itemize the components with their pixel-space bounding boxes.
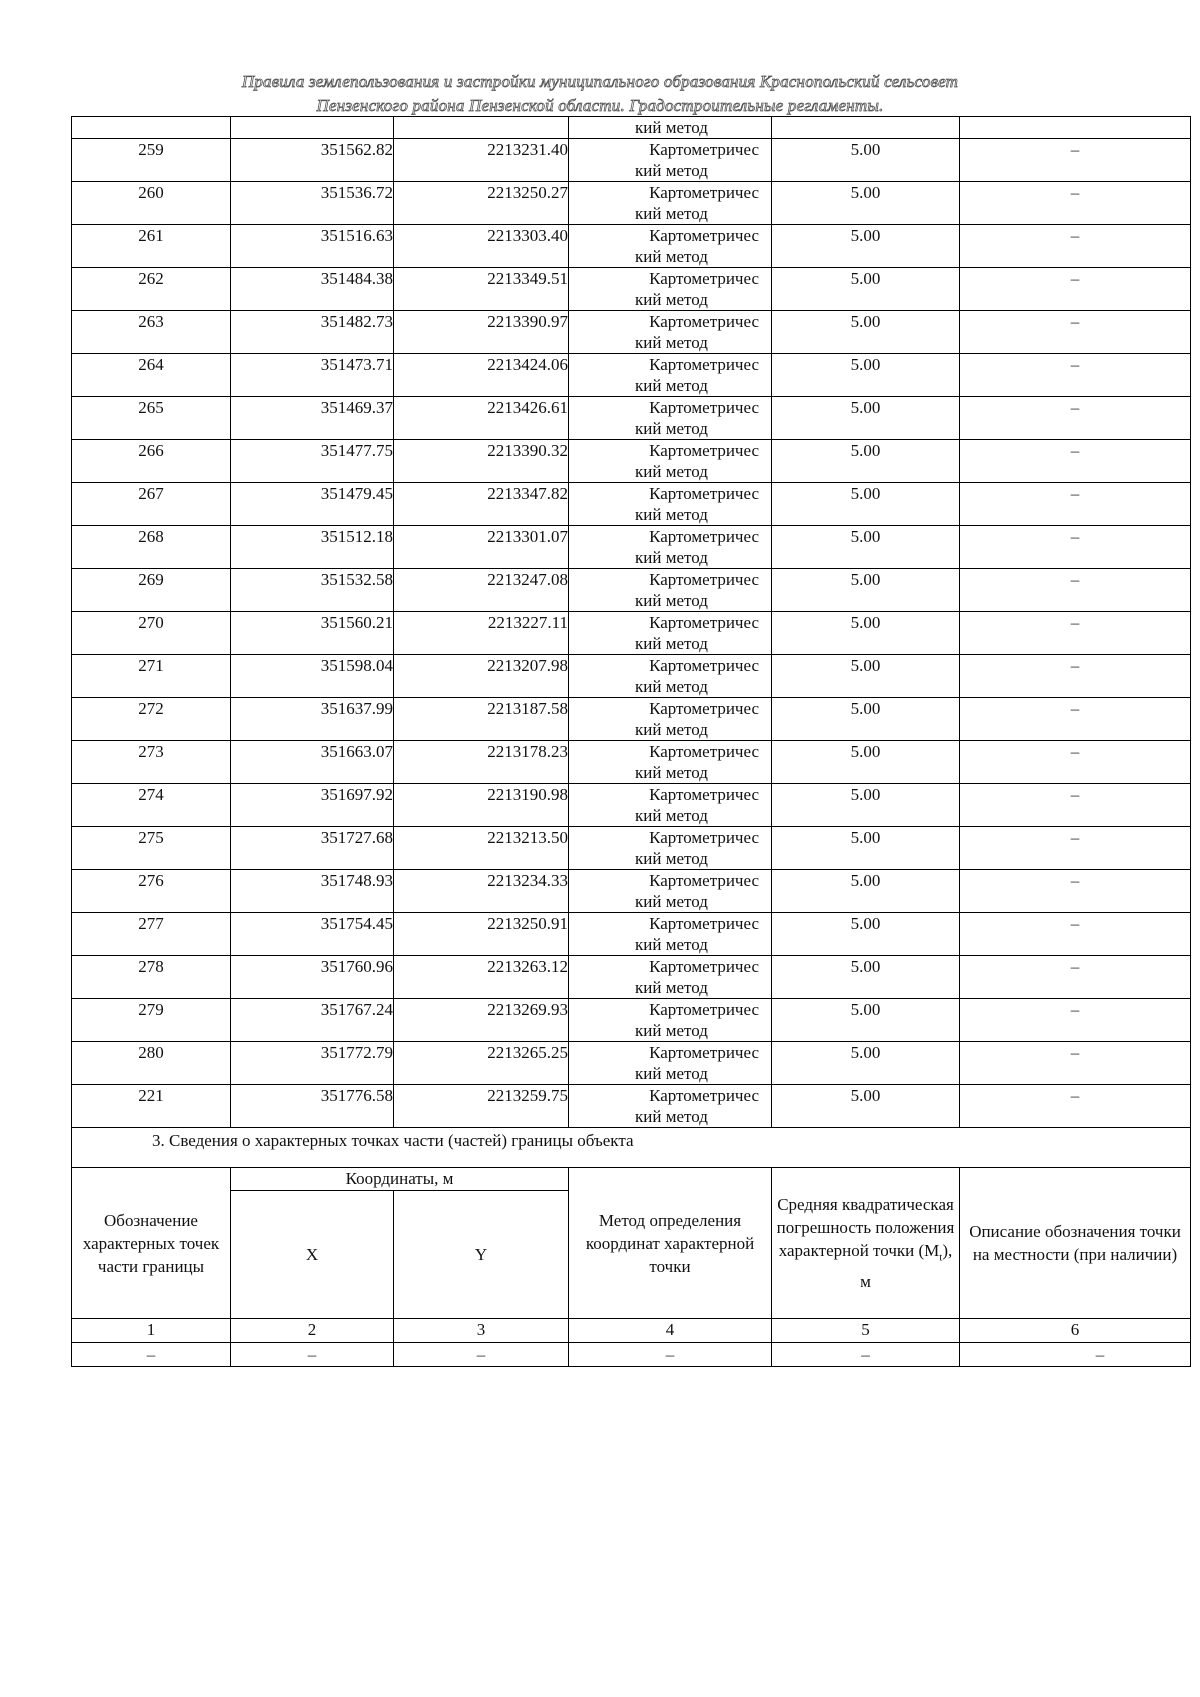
method-line-2: кий метод: [635, 1107, 708, 1126]
method-cell: [569, 1085, 772, 1128]
point-number: 265: [72, 397, 231, 440]
column-numbers-row: [72, 1319, 1191, 1343]
coord-x: 351516.63: [231, 225, 394, 268]
point-description: –: [960, 784, 1191, 827]
coordinates-table: [71, 116, 1191, 1367]
table-row: [72, 612, 1191, 655]
coord-x: 351776.58: [231, 1085, 394, 1128]
point-number: 275: [72, 827, 231, 870]
coord-y: 2213250.91: [394, 913, 569, 956]
method-cell: [569, 483, 772, 526]
coord-x: 351512.18: [231, 526, 394, 569]
empty-data-row: [72, 1343, 1191, 1367]
mean-error: 5.00: [772, 354, 960, 397]
empty-cell: –: [394, 1343, 569, 1367]
col-y-header: Y: [394, 1191, 569, 1319]
coord-x: 351637.99: [231, 698, 394, 741]
col-desc-header: Описание обозначения точки на местности (при наличии): [960, 1168, 1191, 1319]
method-line-2: кий метод: [635, 591, 708, 610]
method-line-1: Картометричес: [649, 613, 759, 632]
method-line-1: Картометричес: [649, 699, 759, 718]
section-3-row: [72, 1128, 1191, 1168]
table-row: [72, 956, 1191, 999]
table-row: [72, 354, 1191, 397]
coord-y: 2213349.51: [394, 268, 569, 311]
point-description: –: [960, 225, 1191, 268]
point-description: –: [960, 483, 1191, 526]
method-cell: [569, 655, 772, 698]
table-row: [72, 1042, 1191, 1085]
mean-error: 5.00: [772, 956, 960, 999]
coord-y: 2213207.98: [394, 655, 569, 698]
column-number: 2: [231, 1319, 394, 1343]
method-line-1: Картометричес: [649, 441, 759, 460]
coord-x: 351760.96: [231, 956, 394, 999]
mean-error: 5.00: [772, 913, 960, 956]
method-line-1: Картометричес: [649, 527, 759, 546]
mean-error: 5.00: [772, 440, 960, 483]
method-cell: [569, 182, 772, 225]
coord-x: 351767.24: [231, 999, 394, 1042]
method-cell: [569, 268, 772, 311]
method-cell: [569, 784, 772, 827]
coord-x: 351532.58: [231, 569, 394, 612]
method-line-2: кий метод: [635, 290, 708, 309]
coord-x: 351562.82: [231, 139, 394, 182]
mean-error: 5.00: [772, 655, 960, 698]
point-description: –: [960, 182, 1191, 225]
coord-y: 2213178.23: [394, 741, 569, 784]
table-row: [72, 827, 1191, 870]
coord-y: 2213424.06: [394, 354, 569, 397]
method-cell: [569, 1042, 772, 1085]
coord-x: 351663.07: [231, 741, 394, 784]
point-number: 278: [72, 956, 231, 999]
coord-x: 351536.72: [231, 182, 394, 225]
mean-error: 5.00: [772, 526, 960, 569]
mean-error: 5.00: [772, 784, 960, 827]
point-number: 273: [72, 741, 231, 784]
method-cell: [569, 612, 772, 655]
coord-y: 2213231.40: [394, 139, 569, 182]
coord-x: 351754.45: [231, 913, 394, 956]
method-cell: [569, 956, 772, 999]
column-number: 6: [960, 1319, 1191, 1343]
column-number: 4: [569, 1319, 772, 1343]
method-cell: [569, 870, 772, 913]
coord-y: 2213187.58: [394, 698, 569, 741]
table-row: [72, 139, 1191, 182]
point-description: –: [960, 1042, 1191, 1085]
section-3-header-row: [72, 1168, 1191, 1191]
method-cell: [569, 225, 772, 268]
document-header-line-2: Пензенского района Пензенской области. Градостроительные регламенты.: [316, 96, 884, 115]
method-line-1: Картометричес: [649, 1043, 759, 1062]
point-number: 261: [72, 225, 231, 268]
point-number: 262: [72, 268, 231, 311]
coord-y: 2213247.08: [394, 569, 569, 612]
mean-error: 5.00: [772, 182, 960, 225]
method-line-1: Картометричес: [649, 828, 759, 847]
mean-error: 5.00: [772, 225, 960, 268]
table-row: [72, 870, 1191, 913]
method-line-1: Картометричес: [649, 957, 759, 976]
table-row: [72, 698, 1191, 741]
table-row: [72, 999, 1191, 1042]
coord-x: 351484.38: [231, 268, 394, 311]
method-line-1: Картометричес: [649, 269, 759, 288]
section-3-title: 3. Сведения о характерных точках части (частей) границы объекта: [72, 1128, 1191, 1168]
mean-error: 5.00: [772, 1085, 960, 1128]
method-tail-text: кий метод: [635, 118, 708, 137]
point-number: 280: [72, 1042, 231, 1085]
method-cell: [569, 741, 772, 784]
point-description: –: [960, 655, 1191, 698]
method-line-2: кий метод: [635, 1064, 708, 1083]
col-x-header: X: [231, 1191, 394, 1319]
coord-y: 2213190.98: [394, 784, 569, 827]
mean-error: 5.00: [772, 741, 960, 784]
empty-cell: –: [72, 1343, 231, 1367]
coord-y: 2213263.12: [394, 956, 569, 999]
table-row: [72, 483, 1191, 526]
table-row: [72, 913, 1191, 956]
coord-x: 351772.79: [231, 1042, 394, 1085]
table-row: [72, 1085, 1191, 1128]
method-line-2: кий метод: [635, 978, 708, 997]
method-line-2: кий метод: [635, 677, 708, 696]
empty-cell: –: [231, 1343, 394, 1367]
method-line-1: Картометричес: [649, 656, 759, 675]
coord-y: 2213227.11: [394, 612, 569, 655]
method-cell: [569, 913, 772, 956]
coord-y: 2213269.93: [394, 999, 569, 1042]
method-cell: [569, 827, 772, 870]
table-row: [72, 225, 1191, 268]
method-line-1: Картометричес: [649, 1000, 759, 1019]
table-row: [72, 311, 1191, 354]
method-line-2: кий метод: [635, 634, 708, 653]
method-line-2: кий метод: [635, 548, 708, 567]
col-error-header: Средняя квадратическая погрешность положения характерной точки $(M_t)$, м: [772, 1168, 960, 1319]
method-line-2: кий метод: [635, 462, 708, 481]
method-cell: [569, 397, 772, 440]
method-line-2: кий метод: [635, 935, 708, 954]
point-description: –: [960, 612, 1191, 655]
coord-y: 2213390.32: [394, 440, 569, 483]
point-description: –: [960, 1085, 1191, 1128]
method-line-1: Картометричес: [649, 226, 759, 245]
method-cell: [569, 698, 772, 741]
method-line-1: Картометричес: [649, 1086, 759, 1105]
method-cell: [569, 440, 772, 483]
method-cell: [569, 139, 772, 182]
mean-error: 5.00: [772, 827, 960, 870]
mean-error: 5.00: [772, 139, 960, 182]
point-description: –: [960, 827, 1191, 870]
point-number: 274: [72, 784, 231, 827]
mean-error: 5.00: [772, 612, 960, 655]
method-line-1: Картометричес: [649, 871, 759, 890]
coord-x: 351479.45: [231, 483, 394, 526]
coord-x: 351598.04: [231, 655, 394, 698]
method-cell: [569, 526, 772, 569]
point-number: 271: [72, 655, 231, 698]
point-description: –: [960, 440, 1191, 483]
method-line-1: Картометричес: [649, 140, 759, 159]
coord-y: 2213390.97: [394, 311, 569, 354]
method-line-1: Картометричес: [649, 484, 759, 503]
method-cell: [569, 569, 772, 612]
mean-error: 5.00: [772, 311, 960, 354]
table-row: [72, 526, 1191, 569]
method-line-2: кий метод: [635, 247, 708, 266]
document-header-line-1: Правила землепользования и застройки муниципального образования Краснопольский сельсовет: [241, 72, 959, 91]
method-line-1: Картометричес: [649, 570, 759, 589]
method-line-1: Картометричес: [649, 785, 759, 804]
coord-x: 351697.92: [231, 784, 394, 827]
method-line-1: Картометричес: [649, 914, 759, 933]
point-number: 267: [72, 483, 231, 526]
mean-error: 5.00: [772, 397, 960, 440]
method-line-2: кий метод: [635, 720, 708, 739]
col-coords-header: Координаты, м: [231, 1168, 569, 1191]
coord-y: 2213250.27: [394, 182, 569, 225]
coord-y: 2213265.25: [394, 1042, 569, 1085]
empty-cell: –: [772, 1343, 960, 1367]
column-number: 1: [72, 1319, 231, 1343]
point-number: 269: [72, 569, 231, 612]
column-number: 5: [772, 1319, 960, 1343]
coord-x: 351482.73: [231, 311, 394, 354]
point-number: 268: [72, 526, 231, 569]
method-line-2: кий метод: [635, 849, 708, 868]
point-number: 259: [72, 139, 231, 182]
method-line-2: кий метод: [635, 204, 708, 223]
point-description: –: [960, 397, 1191, 440]
point-description: –: [960, 870, 1191, 913]
table-row: [72, 182, 1191, 225]
method-line-1: Картометричес: [649, 398, 759, 417]
coord-y: 2213426.61: [394, 397, 569, 440]
table-row: [72, 569, 1191, 612]
point-description: –: [960, 999, 1191, 1042]
point-description: –: [960, 526, 1191, 569]
empty-cell: –: [569, 1343, 772, 1367]
mean-error: 5.00: [772, 999, 960, 1042]
coord-x: 351727.68: [231, 827, 394, 870]
method-line-2: кий метод: [635, 505, 708, 524]
point-number: 279: [72, 999, 231, 1042]
coord-x: 351477.75: [231, 440, 394, 483]
point-number: 260: [72, 182, 231, 225]
method-line-2: кий метод: [635, 333, 708, 352]
point-description: –: [960, 741, 1191, 784]
point-number: 276: [72, 870, 231, 913]
mean-error: 5.00: [772, 569, 960, 612]
col-designation-header: Обозначение характерных точек части границы: [72, 1168, 231, 1319]
method-cell: [569, 311, 772, 354]
point-number: 270: [72, 612, 231, 655]
table-row: [72, 397, 1191, 440]
column-number: 3: [394, 1319, 569, 1343]
coord-y: 2213259.75: [394, 1085, 569, 1128]
method-line-1: Картометричес: [649, 355, 759, 374]
coord-y: 2213347.82: [394, 483, 569, 526]
coord-x: 351560.21: [231, 612, 394, 655]
point-description: –: [960, 698, 1191, 741]
mean-error: 5.00: [772, 483, 960, 526]
table-row: [72, 268, 1191, 311]
point-description: –: [960, 311, 1191, 354]
coord-y: 2213213.50: [394, 827, 569, 870]
point-number: 221: [72, 1085, 231, 1128]
col-method-header: Метод определения координат характерной точки: [569, 1168, 772, 1319]
empty-cell: –: [960, 1343, 1191, 1367]
table-row: [72, 440, 1191, 483]
point-description: –: [960, 354, 1191, 397]
method-line-1: Картометричес: [649, 312, 759, 331]
method-line-2: кий метод: [635, 161, 708, 180]
table-row: [72, 784, 1191, 827]
mean-error: 5.00: [772, 268, 960, 311]
table-row: [72, 741, 1191, 784]
point-description: –: [960, 268, 1191, 311]
coord-y: 2213234.33: [394, 870, 569, 913]
method-cell: [569, 354, 772, 397]
mean-error: 5.00: [772, 870, 960, 913]
table-row-continued: [72, 117, 1191, 139]
coord-x: 351469.37: [231, 397, 394, 440]
coord-x: 351748.93: [231, 870, 394, 913]
point-description: –: [960, 956, 1191, 999]
point-number: 263: [72, 311, 231, 354]
table-row: [72, 655, 1191, 698]
method-line-2: кий метод: [635, 376, 708, 395]
point-number: 272: [72, 698, 231, 741]
method-line-2: кий метод: [635, 763, 708, 782]
point-description: –: [960, 569, 1191, 612]
mean-error: 5.00: [772, 698, 960, 741]
coord-x: 351473.71: [231, 354, 394, 397]
method-line-2: кий метод: [635, 892, 708, 911]
point-description: –: [960, 139, 1191, 182]
method-line-2: кий метод: [635, 419, 708, 438]
coord-y: 2213303.40: [394, 225, 569, 268]
method-line-1: Картометричес: [649, 742, 759, 761]
point-number: 264: [72, 354, 231, 397]
point-description: –: [960, 913, 1191, 956]
method-cell: [569, 999, 772, 1042]
method-line-1: Картометричес: [649, 183, 759, 202]
point-number: 266: [72, 440, 231, 483]
mean-error: 5.00: [772, 1042, 960, 1085]
point-number: 277: [72, 913, 231, 956]
method-line-2: кий метод: [635, 1021, 708, 1040]
method-line-2: кий метод: [635, 806, 708, 825]
coord-y: 2213301.07: [394, 526, 569, 569]
